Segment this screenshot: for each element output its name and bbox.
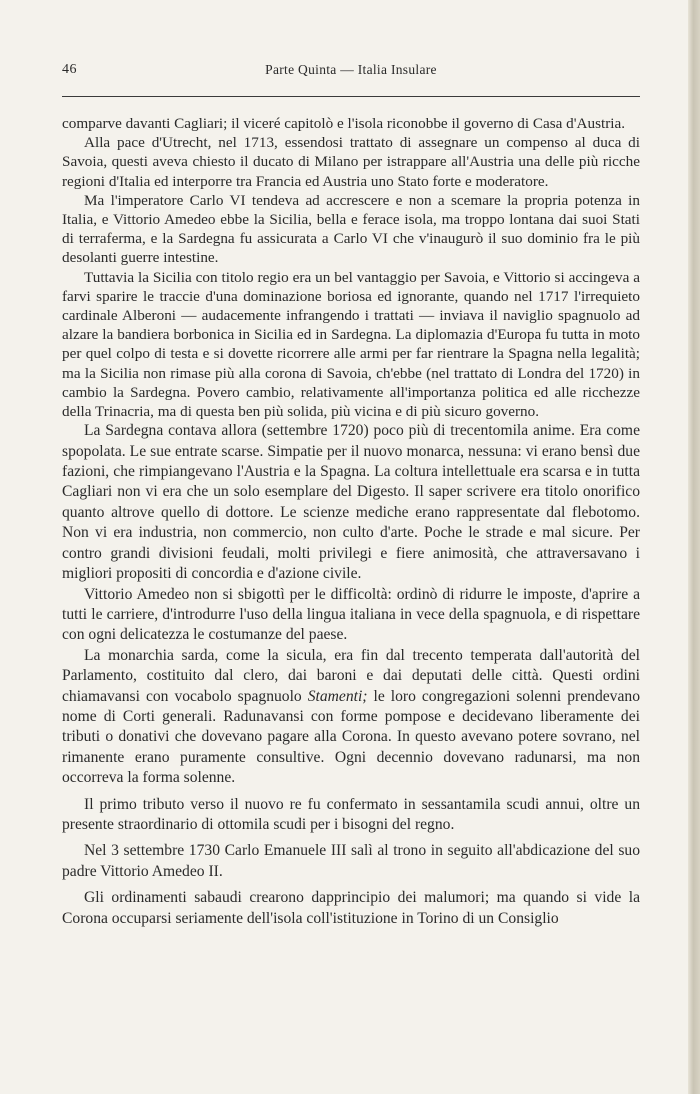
paragraph: Ma l'imperatore Carlo VI tendeva ad accrescere e non a scemare la propria potenza in Italia, e Vittorio Amedeo ebbe la Sicilia, bella e ferace isola, ma troppo lontana dai suoi Stati di terraferma, e la Sardegna fu assicurata a Carlo VI che v'inaugurò il suo dominio fra le più desolanti guerre intestine. [62,191,640,267]
paragraph: La Sardegna contava allora (settembre 1720) poco più di trecentomila anime. Era come spopolata. Le sue entrate scarse. Simpatie per il nuovo monarca, nessuna: vi erano bensì due fazioni, che rimpiangevano l'Austria e la Spagna. La coltura intellettuale era scarsa e in tutta Cagliari non vi era che un solo esemplare del Digesto. Il saper scrivere era titolo onorifico quanto altrove quello di dottore. Le scienze mediche erano rappresentate dal flebotomo. Non vi era industria, non commercio, non culto d'arte. Poche le strade e mal sicure. Per contro grandi divisioni feudali, molti privilegi e fiere animosità, che attraversavano i migliori propositi di concordia e d'azione civile. [62,422,640,583]
page-number: 46 [62,62,77,77]
paragraph-text: La monarchia sarda, come la sicula, era fin dal trecento temperata dall'autorità del Parlamento, costituito dal clero, dai baroni e dai deputati delle città. Questi ordini chiamavansi con vocabolo spagnuolo [62,646,640,705]
paragraph: Alla pace d'Utrecht, nel 1713, essendosi trattato di assegnare un compenso al duca di Savoia, questi aveva chiesto il ducato di Milano per istrappare all'Austria una delle più ricche regioni d'Italia ed interporre tra Francia ed Austria uno Stato forte e moderatore. [62,134,640,190]
page-header [62,62,640,86]
paragraph: Il primo tributo verso il nuovo re fu confermato in sessantamila scudi annui, oltre un presente straordinario di ottomila scudi per i bisogni del regno. [62,795,640,833]
body-text [62,114,640,929]
running-head: Parte Quinta — Italia Insulare [265,62,437,77]
body-text-lower [62,421,640,929]
paragraph: Nel 3 settembre 1730 Carlo Emanuele III salì al trono in seguito all'abdicazione del suo padre Vittorio Amedeo II. [62,842,640,880]
paragraph: Gli ordinamenti sabaudi crearono dapprincipio dei malumori; ma quando si vide la Corona occuparsi seriamente dell'isola coll'istituzione in Torino di un Consiglio [62,889,640,927]
paragraph-text: le loro congregazioni solenni prendevano nome di Corti generali. Radunavansi con forme pompose e decidevano liberamente dei tributi o donativi che dovevano pagare alla Corona. In questo avevano potere sovrano, nel rimanente erano puramente consultive. Ogni decennio dovevano radunarsi, ma non occorreva la forma solenne. [62,687,640,787]
header-rule [62,96,640,97]
paragraph: comparve davanti Cagliari; il viceré capitolò e l'isola riconobbe il governo di Casa d'Austria. [62,115,626,132]
paragraph [62,646,640,789]
paragraph: Vittorio Amedeo non si sbigottì per le difficoltà: ordinò di ridurre le imposte, d'aprire a tutti le carriere, d'introdurre l'uso della lingua italiana in vece della spagnuola, e di rispettare con ogni delicatezza le costumanze del paese. [62,585,640,644]
paragraph: Tuttavia la Sicilia con titolo regio era un bel vantaggio per Savoia, e Vittorio si accingeva a farvi sparire le traccie d'una dominazione boriosa ed ignorante, quando nel 1717 l'irrequieto cardinale Alberoni — audacemente infrangendo i trattati — inviava il naviglio spagnuolo ad alzare la bandiera borbonica in Sicilia ed in Sardegna. La diplomazia d'Europa fu tutta in moto per quel colpo di testa e si dovette ricorrere alle armi per far rientrare la Spagna nella legalità; ma la Sicilia non rimase più alla corona di Savoia, ch'ebbe (nel trattato di Londra del 1720) in cambio la Sardegna. Povero cambio, relativamente all'importanza politica ed alle ricchezze della Trinacria, ma di questa ben più solida, più vicina e di più sicuro governo. [62,268,640,421]
page-edge-shadow [688,0,700,1094]
italic-term: Stamenti; [307,687,368,705]
